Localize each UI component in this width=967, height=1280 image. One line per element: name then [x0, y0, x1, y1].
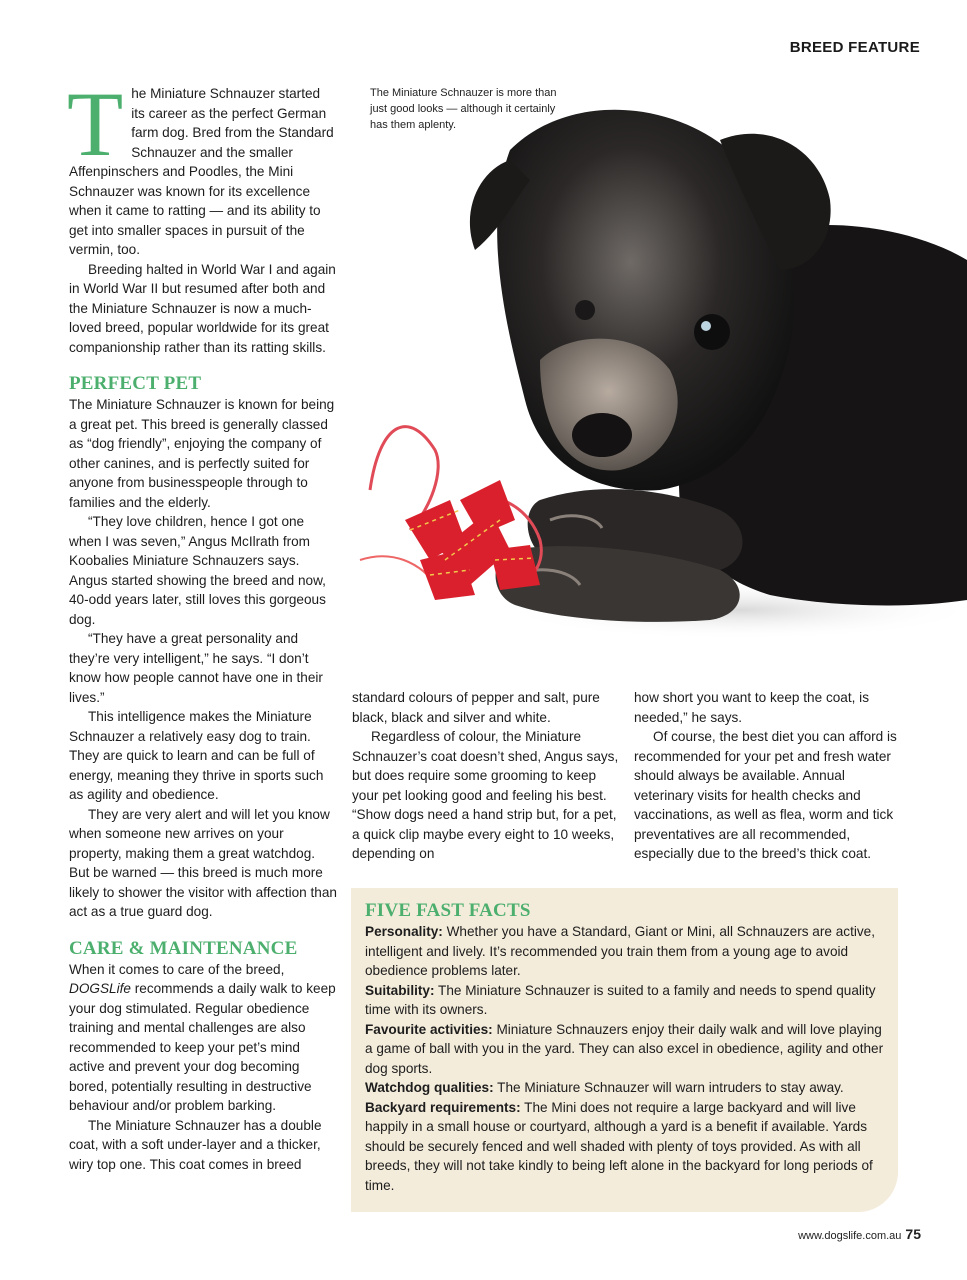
perfect-pet-paragraph-4: This intelligence makes the Miniature Schnauzer a relatively easy dog to train. They are quick to learn and can be full of energy, meaning they thrive in sports such as agility and obedience.: [69, 709, 324, 802]
page-footer: [798, 1226, 921, 1242]
puppy-photo: [340, 80, 967, 680]
fact-item: [365, 1098, 884, 1196]
fact-item: [365, 1078, 884, 1098]
care-text-a: When it comes to care of the breed,: [69, 961, 285, 977]
magazine-name: DOGSLife: [69, 981, 131, 996]
fact-label: Watchdog qualities:: [365, 1080, 494, 1095]
intro-paragraph: [67, 73, 337, 260]
column-3: [634, 688, 902, 864]
drop-cap: T: [67, 73, 124, 175]
fact-text: The Miniature Schnauzer will warn intruders to stay away.: [493, 1080, 844, 1095]
care-paragraph-3-continued: how short you want to keep the coat, is needed,” he says.: [634, 690, 870, 725]
intro-paragraph-2: Breeding halted in World War I and again in World War II but resumed after both and the Miniature Schnauzer is now a much-loved breed, popular worldwide for its great companionship rather than its ratting skills.: [69, 261, 336, 355]
website-url: www.dogslife.com.au: [798, 1230, 902, 1242]
perfect-pet-paragraph-2: “They love children, hence I got one when I was seven,” Angus McIlrath from Koobalies Miniature Schnauzers says. Angus started showing the breed and now, 40-odd years later, still loves this gorgeous dog.: [69, 514, 326, 627]
perfect-pet-paragraph-3: “They have a great personality and they’re very intelligent,” he says. “I don’t know how people cannot have one in their lives.”: [69, 631, 323, 705]
perfect-pet-paragraph-1: The Miniature Schnauzer is known for being a great pet. This breed is generally classed as “dog friendly”, enjoying the company of other canines, and is perfectly suited for anyone from businesspeople through to families and the elderly.: [69, 397, 335, 510]
care-text-b: recommends a daily walk to keep your dog stimulated. Regular obedience training and mental challenges are also recommended to keep your pet’s mind active and prevent your dog becoming bored, potentially resulting in destructive behaviour and/or problem barking.: [69, 981, 336, 1113]
five-fast-facts-box: [351, 888, 898, 1212]
fact-text: The Miniature Schnauzer is suited to a family and needs to spend quality time with its owners.: [365, 982, 876, 1017]
care-paragraph-2-continued: standard colours of pepper and salt, pure black, black and silver and white.: [352, 690, 600, 725]
column-1: [67, 73, 337, 1174]
heading-perfect-pet: PERFECT PET: [69, 373, 202, 394]
section-tag: BREED FEATURE: [789, 39, 920, 56]
fact-label: Personality:: [365, 924, 443, 939]
photo-caption: The Miniature Schnauzer is more than just good looks — although it certainly has them aplenty.: [370, 87, 557, 131]
fact-label: Suitability:: [365, 982, 435, 998]
fact-text: Miniature Schnauzers enjoy their daily walk and will love playing a game of ball with you in the yard. They can also excel in obedience, agility and other dog sports.: [365, 1021, 884, 1076]
column-2: [352, 688, 620, 864]
intro-text: he Miniature Schnauzer started its career as the perfect German farm dog. Bred from the Standard Schnauzer and the smaller Affenpinschers and Poodles, the Mini Schnauzer was known for its excellence when it came to ratting — and its ability to get into smaller spaces in pursuit of the vermin, too.: [69, 86, 334, 257]
heading-five-fast-facts: FIVE FAST FACTS: [365, 900, 531, 921]
fact-item: [365, 922, 884, 981]
page-number: 75: [905, 1226, 921, 1242]
fact-label: Favourite activities:: [365, 1021, 493, 1037]
care-paragraph-2: The Miniature Schnauzer has a double coat, with a soft under-layer and a thicker, wiry top one. This coat comes in breed: [69, 1117, 322, 1172]
fact-text: The Mini does not require a large backyard and will live happily in a small house or courtyard, although a yard is a benefit if available. Yards should be securely fenced and well shaded with plenty of toys provided. As with all breeds, they will not take kindly to being left alone in the backyard for long periods of time.: [365, 1099, 873, 1193]
perfect-pet-paragraph-5: They are very alert and will let you know when someone new arrives on your property, making them a great watchdog. But be warned — this breed is much more likely to shower the visitor with affection than act as a true guard dog.: [69, 806, 337, 919]
heading-care-maintenance: CARE & MAINTENANCE: [69, 937, 298, 959]
fact-text: Whether you have a Standard, Giant or Mini, all Schnauzers are active, intelligent and lively. It’s recommended you train them from a young age to avoid obedience problems later.: [365, 924, 876, 978]
care-paragraph-3: Regardless of colour, the Miniature Schnauzer’s coat doesn’t shed, Angus says, but does require some grooming to keep your pet looking good and feeling his best. “Show dogs need a hand strip but, for a pet, a quick clip maybe every eight to 10 weeks, depending on: [352, 729, 619, 861]
fact-item: [365, 1020, 884, 1079]
care-paragraph-1: [69, 960, 337, 1116]
care-paragraph-4: Of course, the best diet you can afford is recommended for your pet and fresh water should always be available. Annual veterinary visits for health checks and vaccinations, as well as flea, worm and tick preventatives are all recommended, especially due to the breed’s thick coat.: [634, 729, 897, 861]
fact-item: [365, 981, 884, 1020]
fact-label: Backyard requirements:: [365, 1099, 521, 1115]
